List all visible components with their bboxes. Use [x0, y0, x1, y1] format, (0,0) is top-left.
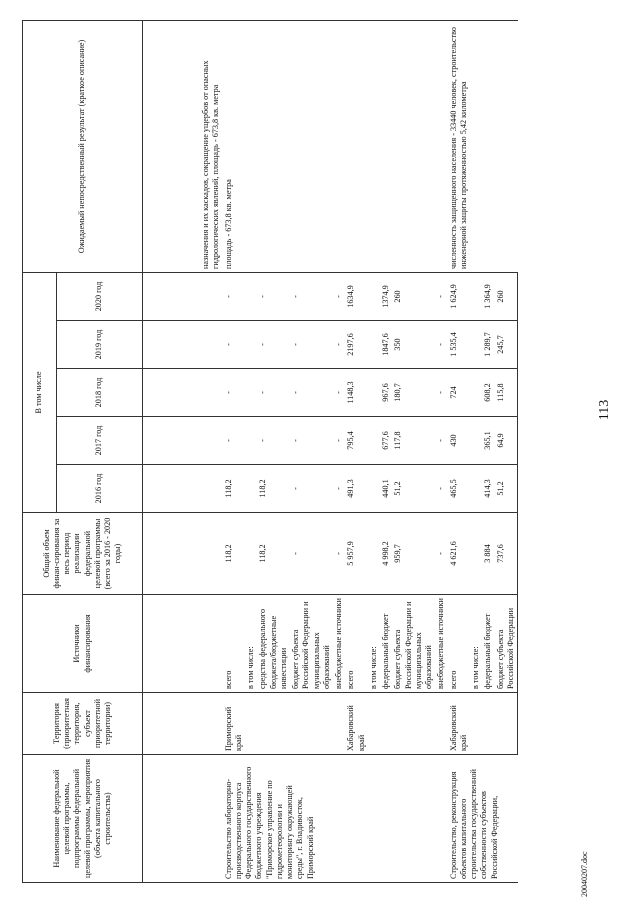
value-2017: 795,4 [345, 417, 368, 465]
source-cell: бюджет субъекта Российской Федерации и муниципальных образований [290, 595, 333, 693]
header-2019: 2019 год [57, 321, 143, 369]
value-2020: 1 364,9 [482, 272, 494, 320]
value-2016: 118,2 [223, 465, 246, 513]
value-2020: 1634,9 [345, 272, 368, 320]
header-2018: 2018 год [57, 369, 143, 417]
source-cell: всего [223, 595, 246, 693]
value-2016: 414,3 [482, 465, 494, 513]
table-header [23, 20, 143, 882]
result-cell: площадь - 673,8 кв. метра [223, 20, 246, 272]
header-territory: Территория (приоритетная территория, субъект приоритетной территории) [23, 693, 143, 755]
total-cell: 3 884 [482, 513, 494, 595]
total-cell: 118,2 [223, 513, 246, 595]
table-row [245, 20, 257, 882]
value-2019: 1847,6 [380, 321, 392, 369]
value-2020: 260 [495, 272, 518, 320]
total-cell: 4 998,2 [380, 513, 392, 595]
table-row [448, 20, 471, 882]
value-2016: 465,5 [448, 465, 471, 513]
value-2018: 115,8 [495, 369, 518, 417]
header-total: Общий объем финан-сирования за весь период реализации федеральной целевой программы (всего за 2016 - 2020 годы) [23, 513, 143, 595]
value-2016: 51,2 [392, 465, 435, 513]
source-cell: в том числе: [368, 595, 380, 693]
value-2020: - [333, 272, 345, 320]
value-2017: 430 [448, 417, 471, 465]
value-2020: 1 624,9 [448, 272, 471, 320]
value-2019: 350 [392, 321, 435, 369]
value-2016: - [435, 465, 447, 513]
total-cell: 4 621,6 [448, 513, 471, 595]
value-2019: 2197,6 [345, 321, 368, 369]
footer-filename: 20040207.doc [580, 851, 589, 897]
value-2016: - [290, 465, 333, 513]
total-cell: - [435, 513, 447, 595]
value-2018: 608,2 [482, 369, 494, 417]
source-cell: в том числе: [470, 595, 482, 693]
territory-cell: Приморский край [223, 693, 246, 755]
source-cell: в том числе: [245, 595, 257, 693]
value-2019: 1 289,7 [482, 321, 494, 369]
table-row [290, 20, 333, 882]
object-name: Строительство лабораторно-производственного корпуса Федерального государственного бюджетного учреждения "Приморское управление по гидрометеорологии и мониторингу окружающей среды", г. Владивосток, Приморский край [223, 755, 346, 883]
source-cell: внебюджетные источники [333, 595, 345, 693]
value-2019: - [223, 321, 246, 369]
total-cell: 5 957,9 [345, 513, 368, 595]
value-2018: - [333, 369, 345, 417]
table-row [380, 20, 392, 882]
value-2016: 118,2 [257, 465, 290, 513]
value-2016: 440,1 [380, 465, 392, 513]
value-2017: 117,8 [392, 417, 435, 465]
total-cell: 118,2 [257, 513, 290, 595]
header-sources: Источники финансирования [23, 595, 143, 693]
header-2016: 2016 год [57, 465, 143, 513]
value-2017: - [333, 417, 345, 465]
value-2018: 967,6 [380, 369, 392, 417]
table-row [368, 20, 380, 882]
source-cell: всего [345, 595, 368, 693]
header-2017: 2017 год [57, 417, 143, 465]
source-cell: бюджет субъекта Российской Федерации и муниципальных образований [392, 595, 435, 693]
table-row [435, 20, 447, 882]
value-2019: - [257, 321, 290, 369]
header-result: Ожидаемый непосредственный результат (краткое описание) [23, 20, 143, 272]
value-2020: - [257, 272, 290, 320]
table-row [392, 20, 435, 882]
value-2018: - [257, 369, 290, 417]
source-cell: внебюджетные источники [435, 595, 447, 693]
object-name: Строительство, реконструкция объектов капитального строительства государственной собственности субъектов Российской Федерации, [448, 755, 518, 883]
header-incl: В том числе [23, 272, 57, 512]
total-cell: - [333, 513, 345, 595]
source-cell: всего [448, 595, 471, 693]
total-cell: 959,7 [392, 513, 435, 595]
source-cell: федеральный бюджет [380, 595, 392, 693]
value-2018: 180,7 [392, 369, 435, 417]
value-2016: 51,2 [495, 465, 518, 513]
header-2020: 2020 год [57, 272, 143, 320]
value-2019: - [290, 321, 333, 369]
territory-cell: Хабаровский край [448, 693, 471, 755]
result-cell: назначения и их каскадов, сокращение ущербов от опасных гидрологических явлений, площадь - 673,8 кв. метра [143, 20, 223, 272]
value-2017: 677,6 [380, 417, 392, 465]
value-2017: - [257, 417, 290, 465]
value-2017: 64,9 [495, 417, 518, 465]
territory-cell: Хабаровский край [345, 693, 368, 755]
value-2016: 491,3 [345, 465, 368, 513]
header-name: Наименование федеральной целевой программы, подпрограммы федеральной целевой программы, мероприятия (объекта капитального строительства) [23, 755, 143, 883]
value-2018: - [223, 369, 246, 417]
value-2017: - [223, 417, 246, 465]
table-row [223, 20, 246, 882]
value-2018: - [435, 369, 447, 417]
table-row [143, 20, 223, 882]
value-2018: - [290, 369, 333, 417]
value-2016: - [333, 465, 345, 513]
value-2018: 724 [448, 369, 471, 417]
table-row [345, 20, 368, 882]
total-cell: - [290, 513, 333, 595]
value-2020: - [290, 272, 333, 320]
value-2019: - [333, 321, 345, 369]
source-cell: средства федерального бюджета/бюджетные инвестиции [257, 595, 290, 693]
value-2019: 1 535,4 [448, 321, 471, 369]
value-2017: 365,1 [482, 417, 494, 465]
total-cell: 737,6 [495, 513, 518, 595]
financing-table [22, 20, 518, 883]
value-2020: 260 [392, 272, 435, 320]
value-2018: 1148,3 [345, 369, 368, 417]
value-2020: - [223, 272, 246, 320]
value-2020: - [435, 272, 447, 320]
value-2019: - [435, 321, 447, 369]
table-body [143, 20, 518, 882]
source-cell: федеральный бюджет [482, 595, 494, 693]
value-2019: 245,7 [495, 321, 518, 369]
page-number: 113 [597, 399, 612, 421]
value-2017: - [435, 417, 447, 465]
table-row [257, 20, 290, 882]
value-2017: - [290, 417, 333, 465]
result-cell: численность защищенного населения - 33440 человек, строительство инженерной защиты протяженностью 5,42 километра [448, 20, 518, 272]
value-2020: 1374,9 [380, 272, 392, 320]
table-row [333, 20, 345, 882]
source-cell: бюджет субъекта Российской Федерации [495, 595, 518, 693]
